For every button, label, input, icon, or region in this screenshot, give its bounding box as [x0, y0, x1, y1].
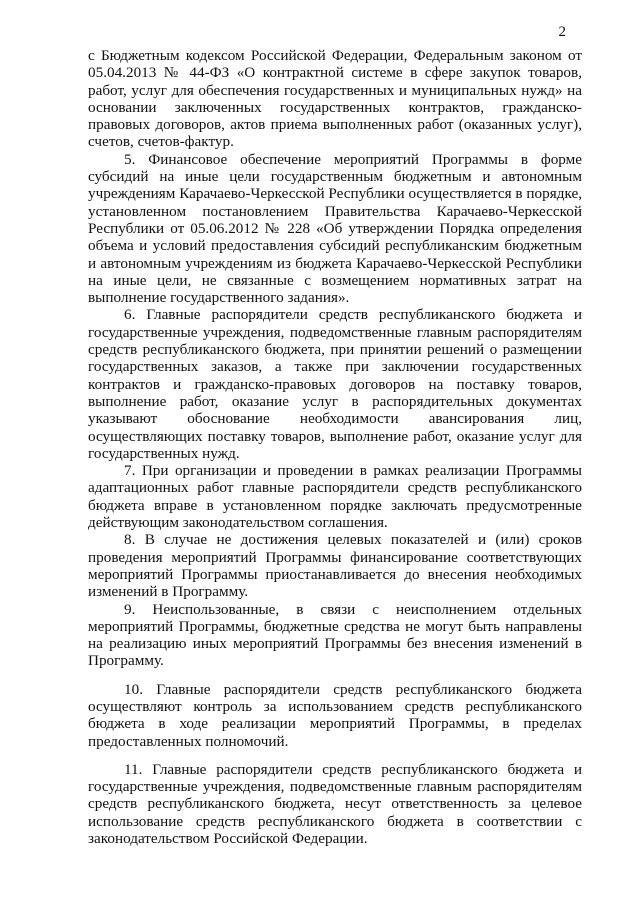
paragraph-6: 6. Главные распорядители средств республиканского бюджета и государственные учреждения, подведомственные главным распорядителям средств республиканского бюджета, при принятии решений о размещении государственных заказов, а также при заключении государственных контрактов и гражданско-правовых договоров на поставку товаров, выполнение работ, оказание услуг в распорядительных документах указывают обоснование необходимости авансирования лиц, осуществляющих поставку товаров, выполнение работ, оказание услуг для государственных нужд. [88, 306, 582, 462]
paragraph-continuation: с Бюджетным кодексом Российской Федерации, Федеральным законом от 05.04.2013 № 44-ФЗ «О контрактной системе в сфере закупок товаров, работ, услуг для обеспечения государственных и муниципальных нужд» на основании заключенных государственных контрактов, гражданско-правовых договоров, актов приема выполненных работ (оказанных услуг), счетов, счетов-фактур. [88, 47, 582, 151]
document-body [88, 47, 582, 847]
paragraph-10: 10. Главные распорядители средств республиканского бюджета осуществляют контроль за использованием средств республиканского бюджета в ходе реализации мероприятий Программы, в пределах предоставленных полномочий. [88, 680, 582, 750]
paragraph-7: 7. При организации и проведении в рамках реализации Программы адаптационных работ главные распорядители средств республиканского бюджета вправе в установленном порядке заключать предусмотренные действующим законодательством соглашения. [88, 462, 582, 532]
page-number: 2 [558, 24, 566, 40]
paragraph-9: 9. Неиспользованные, в связи с неисполнением отдельных мероприятий Программы, бюджетные средства не могут быть направлены на реализацию иных мероприятий Программы без внесения изменений в Программу. [88, 600, 582, 670]
paragraph-8: 8. В случае не достижения целевых показателей и (или) сроков проведения мероприятий Программы финансирование соответствующих мероприятий Программы приостанавливается до внесения необходимых изменений в Программу. [88, 531, 582, 601]
paragraph-5: 5. Финансовое обеспечение мероприятий Программы в форме субсидий на иные цели государственным бюджетным и автономным учреждениям Карачаево-Черкесской Республики осуществляется в порядке, установленном постановлением Правительства Карачаево-Черкесской Республики от 05.06.2012 № 228 «Об утверждении Порядка определения объема и условий предоставления субсидий республиканским бюджетным и автономным учреждениям из бюджета Карачаево-Черкесской Республики на иные цели, не связанные с возмещением нормативных затрат на выполнение государственного задания». [88, 150, 582, 307]
paragraph-11: 11. Главные распорядители средств республиканского бюджета и государственные учреждения, подведомственные главным распорядителям средств республиканского бюджета, несут ответственность за целевое использование средств республиканского бюджета в соответствии с законодательством Российской Федерации. [88, 760, 582, 848]
